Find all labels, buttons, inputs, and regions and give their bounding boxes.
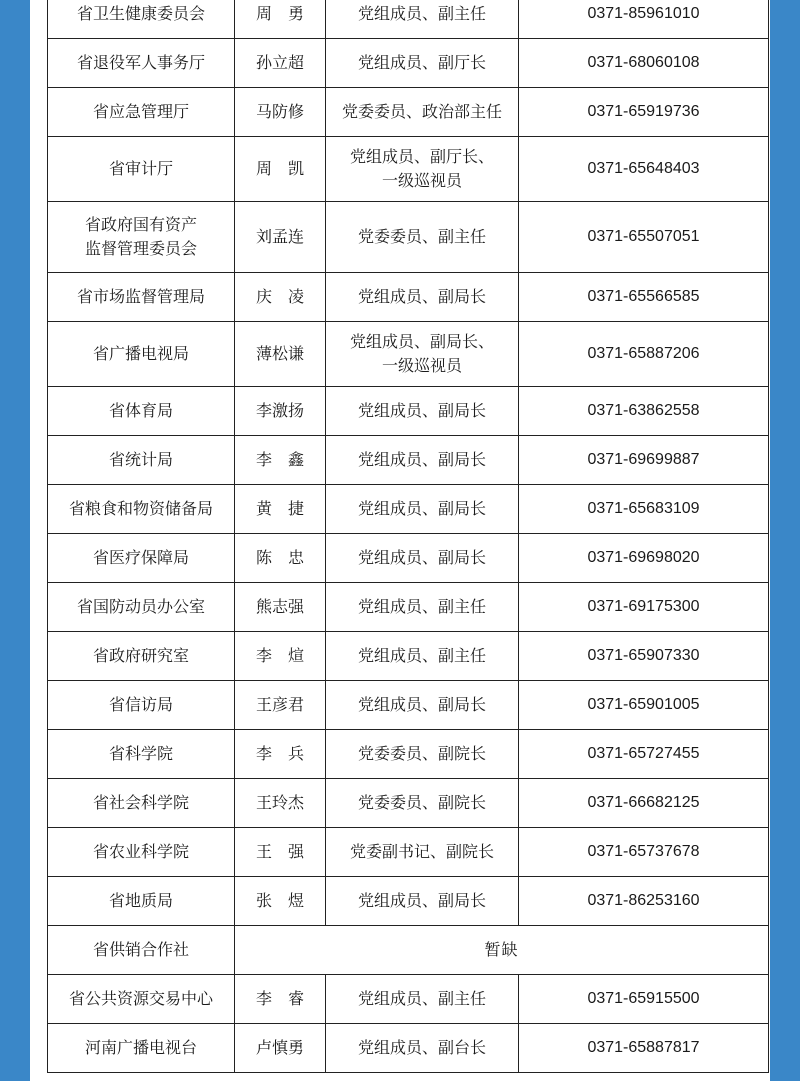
phone-cell: 0371-65507051 [519,202,769,273]
name-cell: 刘孟连 [235,202,326,273]
title-cell: 党组成员、副厅长、 一级巡视员 [326,137,519,202]
name-cell: 李 煊 [235,632,326,681]
name-cell: 王 强 [235,828,326,877]
phone-cell: 0371-65683109 [519,485,769,534]
org-cell: 省市场监督管理局 [48,273,235,322]
phone-cell: 0371-65737678 [519,828,769,877]
title-cell: 党组成员、副台长 [326,1024,519,1073]
table-row [48,137,769,202]
name-cell: 熊志强 [235,583,326,632]
table-row [48,877,769,926]
title-cell: 党组成员、副局长 [326,273,519,322]
phone-cell: 0371-65915500 [519,975,769,1024]
org-cell: 省粮食和物资储备局 [48,485,235,534]
table-row [48,632,769,681]
org-cell: 省医疗保障局 [48,534,235,583]
contact-table [47,0,769,1073]
name-cell: 陈 忠 [235,534,326,583]
phone-cell: 0371-65887817 [519,1024,769,1073]
title-cell: 党组成员、副局长 [326,387,519,436]
org-cell: 省农业科学院 [48,828,235,877]
phone-cell: 0371-65901005 [519,681,769,730]
title-cell: 党组成员、副局长 [326,436,519,485]
phone-cell: 0371-65566585 [519,273,769,322]
org-cell: 省政府国有资产 监督管理委员会 [48,202,235,273]
table-row [48,828,769,877]
phone-cell: 0371-65727455 [519,730,769,779]
title-cell: 党组成员、副主任 [326,975,519,1024]
org-cell: 省科学院 [48,730,235,779]
title-cell: 党组成员、副局长 [326,681,519,730]
phone-cell: 0371-69699887 [519,436,769,485]
phone-cell: 0371-65907330 [519,632,769,681]
title-cell: 党组成员、副局长、 一级巡视员 [326,322,519,387]
title-cell: 党委副书记、副院长 [326,828,519,877]
name-cell: 薄松谦 [235,322,326,387]
org-cell: 省体育局 [48,387,235,436]
phone-cell: 0371-68060108 [519,39,769,88]
name-cell: 周 勇 [235,0,326,39]
title-cell: 党委委员、副院长 [326,779,519,828]
phone-cell: 0371-86253160 [519,877,769,926]
title-cell: 党组成员、副主任 [326,632,519,681]
name-cell: 李激扬 [235,387,326,436]
phone-cell: 0371-85961010 [519,0,769,39]
org-cell: 省审计厅 [48,137,235,202]
title-cell: 党组成员、副局长 [326,877,519,926]
vacant-cell: 暂缺 [235,926,769,975]
phone-cell: 0371-66682125 [519,779,769,828]
title-cell: 党委委员、政治部主任 [326,88,519,137]
name-cell: 李 兵 [235,730,326,779]
name-cell: 李 睿 [235,975,326,1024]
name-cell: 马防修 [235,88,326,137]
table-row [48,926,769,975]
table-row [48,202,769,273]
org-cell: 河南广播电视台 [48,1024,235,1073]
title-cell: 党组成员、副局长 [326,534,519,583]
title-cell: 党组成员、副厅长 [326,39,519,88]
table-row [48,387,769,436]
title-cell: 党组成员、副主任 [326,583,519,632]
table-row [48,534,769,583]
phone-cell: 0371-65648403 [519,137,769,202]
org-cell: 省国防动员办公室 [48,583,235,632]
table-row [48,0,769,39]
name-cell: 王玲杰 [235,779,326,828]
phone-cell: 0371-69698020 [519,534,769,583]
table-row [48,88,769,137]
name-cell: 张 煜 [235,877,326,926]
name-cell: 孙立超 [235,39,326,88]
org-cell: 省统计局 [48,436,235,485]
table-row [48,779,769,828]
table-row [48,39,769,88]
name-cell: 李 鑫 [235,436,326,485]
org-cell: 省社会科学院 [48,779,235,828]
org-cell: 省应急管理厅 [48,88,235,137]
name-cell: 周 凯 [235,137,326,202]
title-cell: 党委委员、副院长 [326,730,519,779]
table-row [48,681,769,730]
phone-cell: 0371-69175300 [519,583,769,632]
name-cell: 王彦君 [235,681,326,730]
table-row [48,583,769,632]
name-cell: 庆 凌 [235,273,326,322]
org-cell: 省公共资源交易中心 [48,975,235,1024]
org-cell: 省退役军人事务厅 [48,39,235,88]
table-row [48,1024,769,1073]
table-row [48,730,769,779]
name-cell: 卢慎勇 [235,1024,326,1073]
phone-cell: 0371-65887206 [519,322,769,387]
org-cell: 省供销合作社 [48,926,235,975]
org-cell: 省广播电视局 [48,322,235,387]
org-cell: 省政府研究室 [48,632,235,681]
table-row [48,436,769,485]
name-cell: 黄 捷 [235,485,326,534]
phone-cell: 0371-65919736 [519,88,769,137]
org-cell: 省卫生健康委员会 [48,0,235,39]
table-row [48,485,769,534]
title-cell: 党组成员、副主任 [326,0,519,39]
title-cell: 党组成员、副局长 [326,485,519,534]
org-cell: 省地质局 [48,877,235,926]
title-cell: 党委委员、副主任 [326,202,519,273]
table-row [48,273,769,322]
table-row [48,975,769,1024]
phone-cell: 0371-63862558 [519,387,769,436]
org-cell: 省信访局 [48,681,235,730]
table-row [48,322,769,387]
